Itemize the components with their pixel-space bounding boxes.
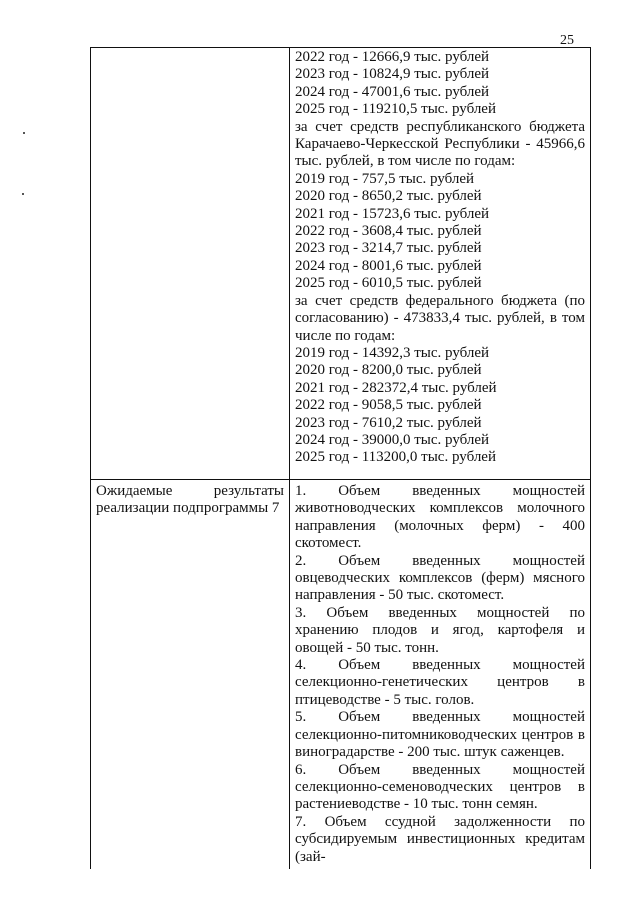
financing-line: 2020 год - 8650,2 тыс. рублей: [295, 188, 482, 205]
result-item: 4. Объем введенных мощностей селекционно-генетических центров в птицеводстве - 5 тыс. голов.: [295, 657, 585, 708]
row-label-empty: [91, 48, 290, 480]
financing-line: 2024 год - 8001,6 тыс. рублей: [295, 257, 482, 274]
financing-line: 2023 год - 7610,2 тыс. рублей: [295, 414, 482, 431]
expected-results-label-cell: [91, 480, 290, 869]
financing-line: 2023 год - 10824,9 тыс. рублей: [295, 66, 490, 83]
expected-results-label: Ожидаемые результаты реализации подпрограммы 7: [96, 483, 284, 517]
expected-results-cell: [290, 480, 591, 869]
financing-line: 2025 год - 6010,5 тыс. рублей: [295, 275, 482, 292]
financing-source-federal: за счет средств федерального бюджета (по согласованию) - 473833,4 тыс. рублей, в том числе по годам:: [295, 292, 585, 344]
program-passport-table: [90, 47, 591, 869]
page-number: 25: [560, 33, 574, 48]
financing-line: 2019 год - 757,5 тыс. рублей: [295, 170, 475, 187]
result-item: 7. Объем ссудной задолженности по субсидируемым инвестиционных кредитам (зай-: [295, 813, 585, 865]
result-item: 5. Объем введенных мощностей селекционно-питомниководческих центров в виноградарстве - 200 тыс. штук саженцев.: [295, 709, 585, 761]
scan-speck: [23, 132, 25, 134]
table-row-financing: [91, 48, 591, 480]
financing-line: 2022 год - 3608,4 тыс. рублей: [295, 223, 482, 240]
result-item: 3. Объем введенных мощностей по хранению плодов и ягод, картофеля и овощей - 50 тыс. тонн.: [295, 604, 585, 656]
row-label: [91, 48, 289, 51]
financing-cell: [290, 48, 591, 480]
financing-line: 2022 год - 9058,5 тыс. рублей: [295, 397, 482, 414]
financing-line: 2020 год - 8200,0 тыс. рублей: [295, 362, 482, 379]
financing-line: 2019 год - 14392,3 тыс. рублей: [295, 344, 490, 361]
financing-line: 2022 год - 12666,9 тыс. рублей: [295, 49, 490, 65]
financing-line: 2023 год - 3214,7 тыс. рублей: [295, 240, 482, 257]
result-item: 1. Объем введенных мощностей животноводческих комплексов молочного направления (молочных ферм) - 400 скотомест.: [295, 483, 585, 552]
scan-speck: [22, 193, 24, 195]
financing-source-regional: за счет средств республиканского бюджета Карачаево-Черкесской Республики - 45966,6 тыс. рублей, в том числе по годам:: [295, 118, 585, 170]
financing-line: 2024 год - 47001,6 тыс. рублей: [295, 83, 490, 100]
financing-line: 2025 год - 119210,5 тыс. рублей: [295, 101, 496, 118]
financing-line: 2025 год - 113200,0 тыс. рублей: [295, 449, 496, 466]
financing-line: 2021 год - 282372,4 тыс. рублей: [295, 379, 497, 396]
table-row-expected-results: [91, 480, 591, 869]
result-item: 2. Объем введенных мощностей овцеводческих комплексов (ферм) мясного направления - 50 тыс. скотомест.: [295, 552, 585, 604]
financing-line: 2021 год - 15723,6 тыс. рублей: [295, 205, 490, 222]
result-item: 6. Объем введенных мощностей селекционно-семеноводческих центров в растениеводстве - 10 тыс. тонн семян.: [295, 761, 585, 813]
financing-line: 2024 год - 39000,0 тыс. рублей: [295, 431, 490, 448]
